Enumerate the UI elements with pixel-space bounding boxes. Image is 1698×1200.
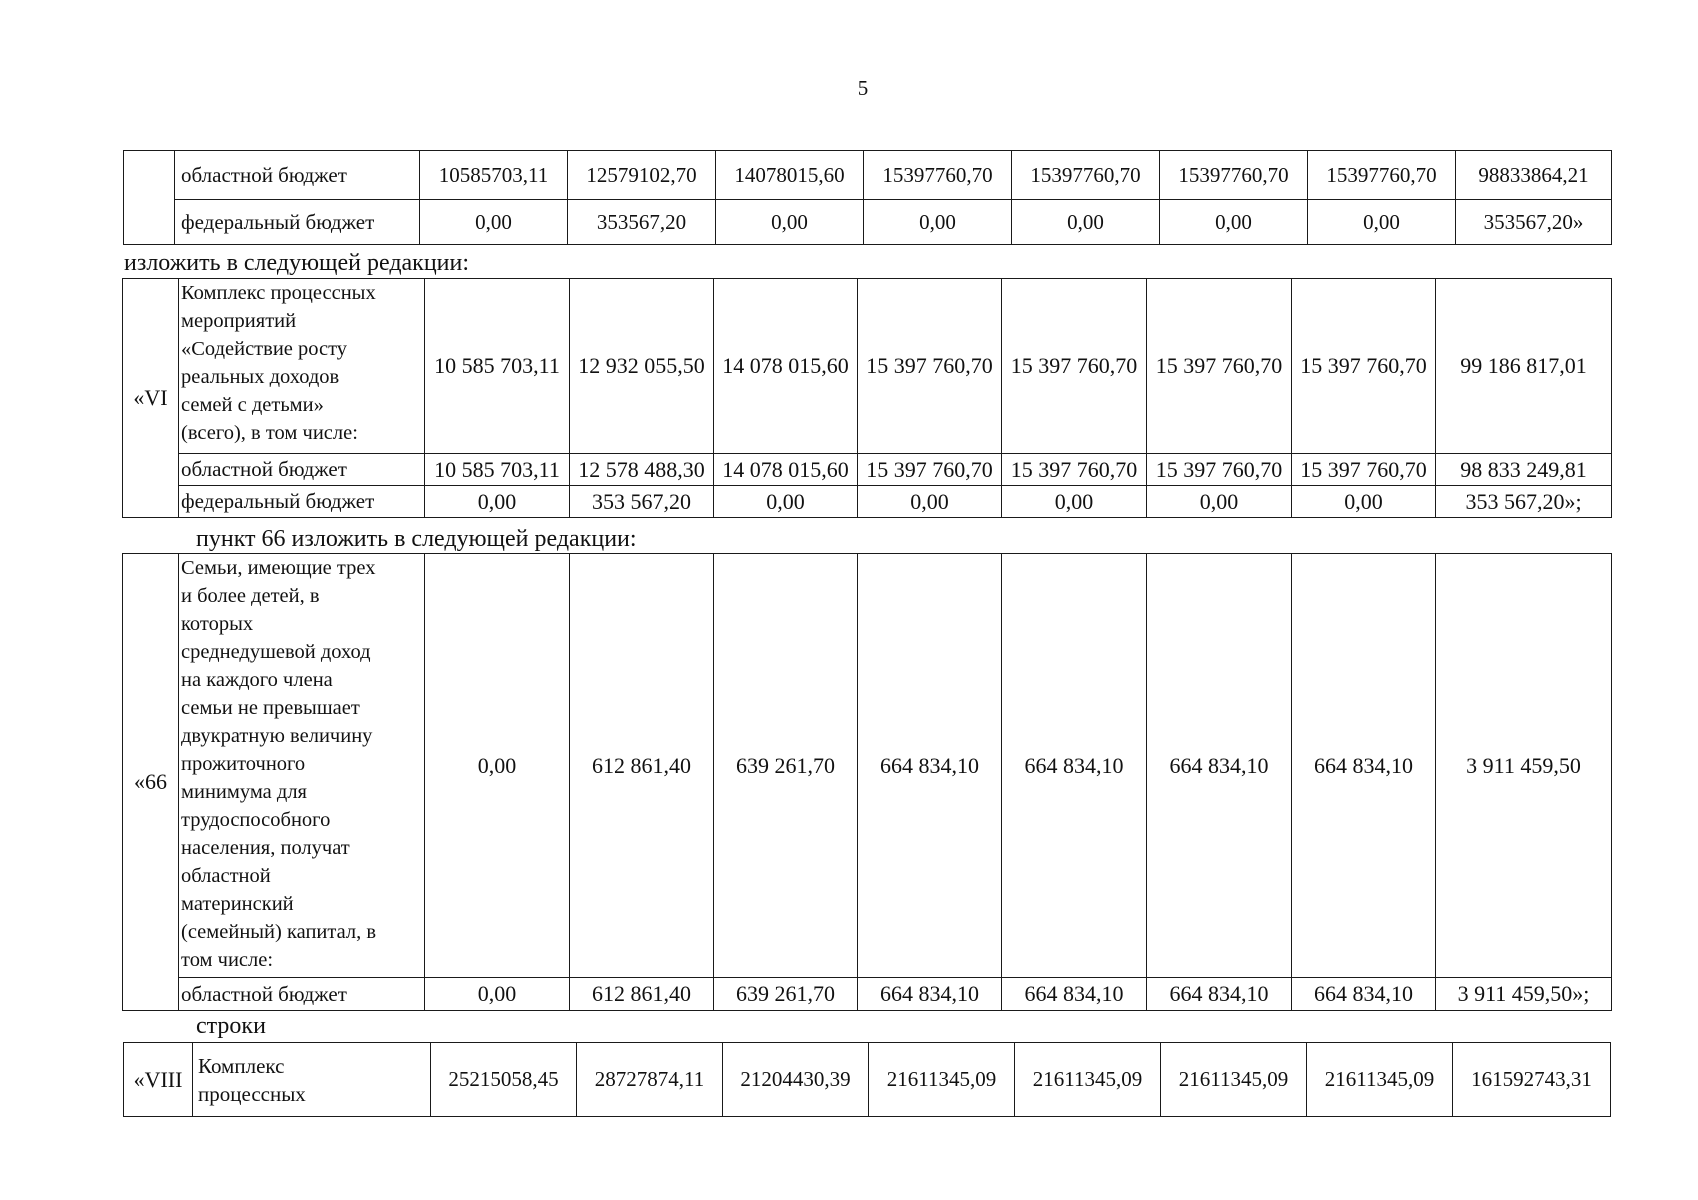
value-cell: 0,00 — [1002, 486, 1147, 518]
label-line: процессных — [198, 1081, 306, 1106]
value-cell: 639 261,70 — [714, 978, 858, 1011]
row-label: федеральный бюджет — [179, 486, 425, 518]
row-label-multiline — [179, 279, 425, 454]
value-cell: 0,00 — [864, 200, 1012, 245]
total-cell: 98 833 249,81 — [1436, 454, 1612, 486]
value-cell: 10 585 703,11 — [425, 279, 570, 454]
value-cell: 664 834,10 — [858, 978, 1002, 1011]
code-cell — [124, 151, 175, 245]
value-cell: 21611345,09 — [1161, 1043, 1307, 1117]
value-cell: 15 397 760,70 — [1147, 279, 1292, 454]
value-cell: 12579102,70 — [568, 151, 716, 200]
value-cell: 664 834,10 — [1292, 978, 1436, 1011]
value-cell: 15397760,70 — [864, 151, 1012, 200]
value-cell: 15 397 760,70 — [1002, 454, 1147, 486]
row-label: областной бюджет — [179, 978, 425, 1011]
row-code: «VI — [123, 279, 179, 518]
value-cell: 0,00 — [714, 486, 858, 518]
label-line: (всего), в том числе: — [181, 422, 358, 444]
row-code: «66 — [123, 554, 179, 1011]
label-line: мероприятий — [181, 310, 297, 332]
budget-table-viii — [123, 1042, 1611, 1117]
table-row — [123, 554, 1612, 978]
label-line: Комплекс — [198, 1053, 285, 1078]
value-cell: 21204430,39 — [723, 1043, 869, 1117]
label-line: материнский — [181, 893, 294, 915]
label-line: том числе: — [181, 949, 274, 971]
value-cell: 639 261,70 — [714, 554, 858, 978]
caption-item-66: пункт 66 изложить в следующей редакции: — [196, 526, 637, 552]
budget-table-66 — [122, 553, 1612, 1011]
value-cell: 0,00 — [425, 978, 570, 1011]
label-line: среднедушевой доход — [181, 641, 371, 663]
value-cell: 0,00 — [425, 554, 570, 978]
total-cell: 353567,20» — [1456, 200, 1612, 245]
page-number: 5 — [857, 76, 869, 100]
label-line: населения, получат — [181, 837, 350, 859]
total-cell: 353 567,20»; — [1436, 486, 1612, 518]
caption-rows: строки — [196, 1013, 266, 1039]
label-line: «Содействие росту — [181, 338, 348, 360]
value-cell: 14 078 015,60 — [714, 279, 858, 454]
table-row — [124, 151, 1612, 200]
row-code: «VIII — [124, 1043, 193, 1117]
budget-table-vi — [122, 278, 1612, 518]
total-cell: 98833864,21 — [1456, 151, 1612, 200]
label-line: областной — [181, 865, 271, 887]
value-cell: 0,00 — [1160, 200, 1308, 245]
label-line: минимума для — [181, 781, 307, 803]
value-cell: 15397760,70 — [1308, 151, 1456, 200]
label-line: (семейный) капитал, в — [181, 921, 377, 943]
label-line: семей с детьми» — [181, 394, 324, 416]
value-cell: 612 861,40 — [570, 978, 714, 1011]
value-cell: 15 397 760,70 — [1002, 279, 1147, 454]
table-row — [123, 279, 1612, 454]
value-cell: 664 834,10 — [1002, 978, 1147, 1011]
value-cell: 25215058,45 — [431, 1043, 577, 1117]
value-cell: 15 397 760,70 — [858, 454, 1002, 486]
caption-amend: изложить в следующей редакции: — [124, 250, 470, 276]
value-cell: 14 078 015,60 — [714, 454, 858, 486]
value-cell: 0,00 — [1308, 200, 1456, 245]
value-cell: 0,00 — [1147, 486, 1292, 518]
value-cell: 353 567,20 — [570, 486, 714, 518]
label-line: реальных доходов — [181, 366, 340, 388]
value-cell: 15 397 760,70 — [1292, 454, 1436, 486]
value-cell: 12 932 055,50 — [570, 279, 714, 454]
value-cell: 0,00 — [420, 200, 568, 245]
value-cell: 353567,20 — [568, 200, 716, 245]
label-line: семьи не превышает — [181, 697, 360, 719]
row-label-multiline — [193, 1043, 431, 1117]
value-cell: 10 585 703,11 — [425, 454, 570, 486]
budget-table-previous — [123, 150, 1612, 245]
label-line: Комплекс процессных — [181, 282, 376, 304]
value-cell: 21611345,09 — [1015, 1043, 1161, 1117]
label-line: трудоспособного — [181, 809, 331, 831]
value-cell: 14078015,60 — [716, 151, 864, 200]
value-cell: 10585703,11 — [420, 151, 568, 200]
row-label: федеральный бюджет — [175, 200, 420, 245]
value-cell: 15 397 760,70 — [1147, 454, 1292, 486]
table-row — [124, 1043, 1611, 1117]
value-cell: 0,00 — [858, 486, 1002, 518]
value-cell: 15397760,70 — [1160, 151, 1308, 200]
value-cell: 0,00 — [1292, 486, 1436, 518]
value-cell: 12 578 488,30 — [570, 454, 714, 486]
table-row — [123, 486, 1612, 518]
value-cell: 21611345,09 — [869, 1043, 1015, 1117]
row-label: областной бюджет — [175, 151, 420, 200]
value-cell: 15 397 760,70 — [858, 279, 1002, 454]
value-cell: 664 834,10 — [1002, 554, 1147, 978]
value-cell: 612 861,40 — [570, 554, 714, 978]
total-cell: 3 911 459,50 — [1436, 554, 1612, 978]
value-cell: 0,00 — [1012, 200, 1160, 245]
total-cell: 3 911 459,50»; — [1436, 978, 1612, 1011]
label-line: двукратную величину — [181, 725, 373, 747]
table-row — [124, 200, 1612, 245]
label-line: которых — [181, 613, 254, 635]
table-row — [123, 454, 1612, 486]
value-cell: 664 834,10 — [1147, 554, 1292, 978]
label-line: Семьи, имеющие трех — [181, 557, 376, 579]
table-row — [123, 978, 1612, 1011]
value-cell: 664 834,10 — [1292, 554, 1436, 978]
label-line: на каждого члена — [181, 669, 333, 691]
value-cell: 28727874,11 — [577, 1043, 723, 1117]
value-cell: 15 397 760,70 — [1292, 279, 1436, 454]
row-label-multiline — [179, 554, 425, 978]
total-cell: 99 186 817,01 — [1436, 279, 1612, 454]
value-cell: 664 834,10 — [1147, 978, 1292, 1011]
label-line: и более детей, в — [181, 585, 320, 607]
value-cell: 15397760,70 — [1012, 151, 1160, 200]
value-cell: 664 834,10 — [858, 554, 1002, 978]
value-cell: 0,00 — [425, 486, 570, 518]
row-label: областной бюджет — [179, 454, 425, 486]
total-cell: 161592743,31 — [1453, 1043, 1611, 1117]
value-cell: 21611345,09 — [1307, 1043, 1453, 1117]
value-cell: 0,00 — [716, 200, 864, 245]
label-line: прожиточного — [181, 753, 306, 775]
